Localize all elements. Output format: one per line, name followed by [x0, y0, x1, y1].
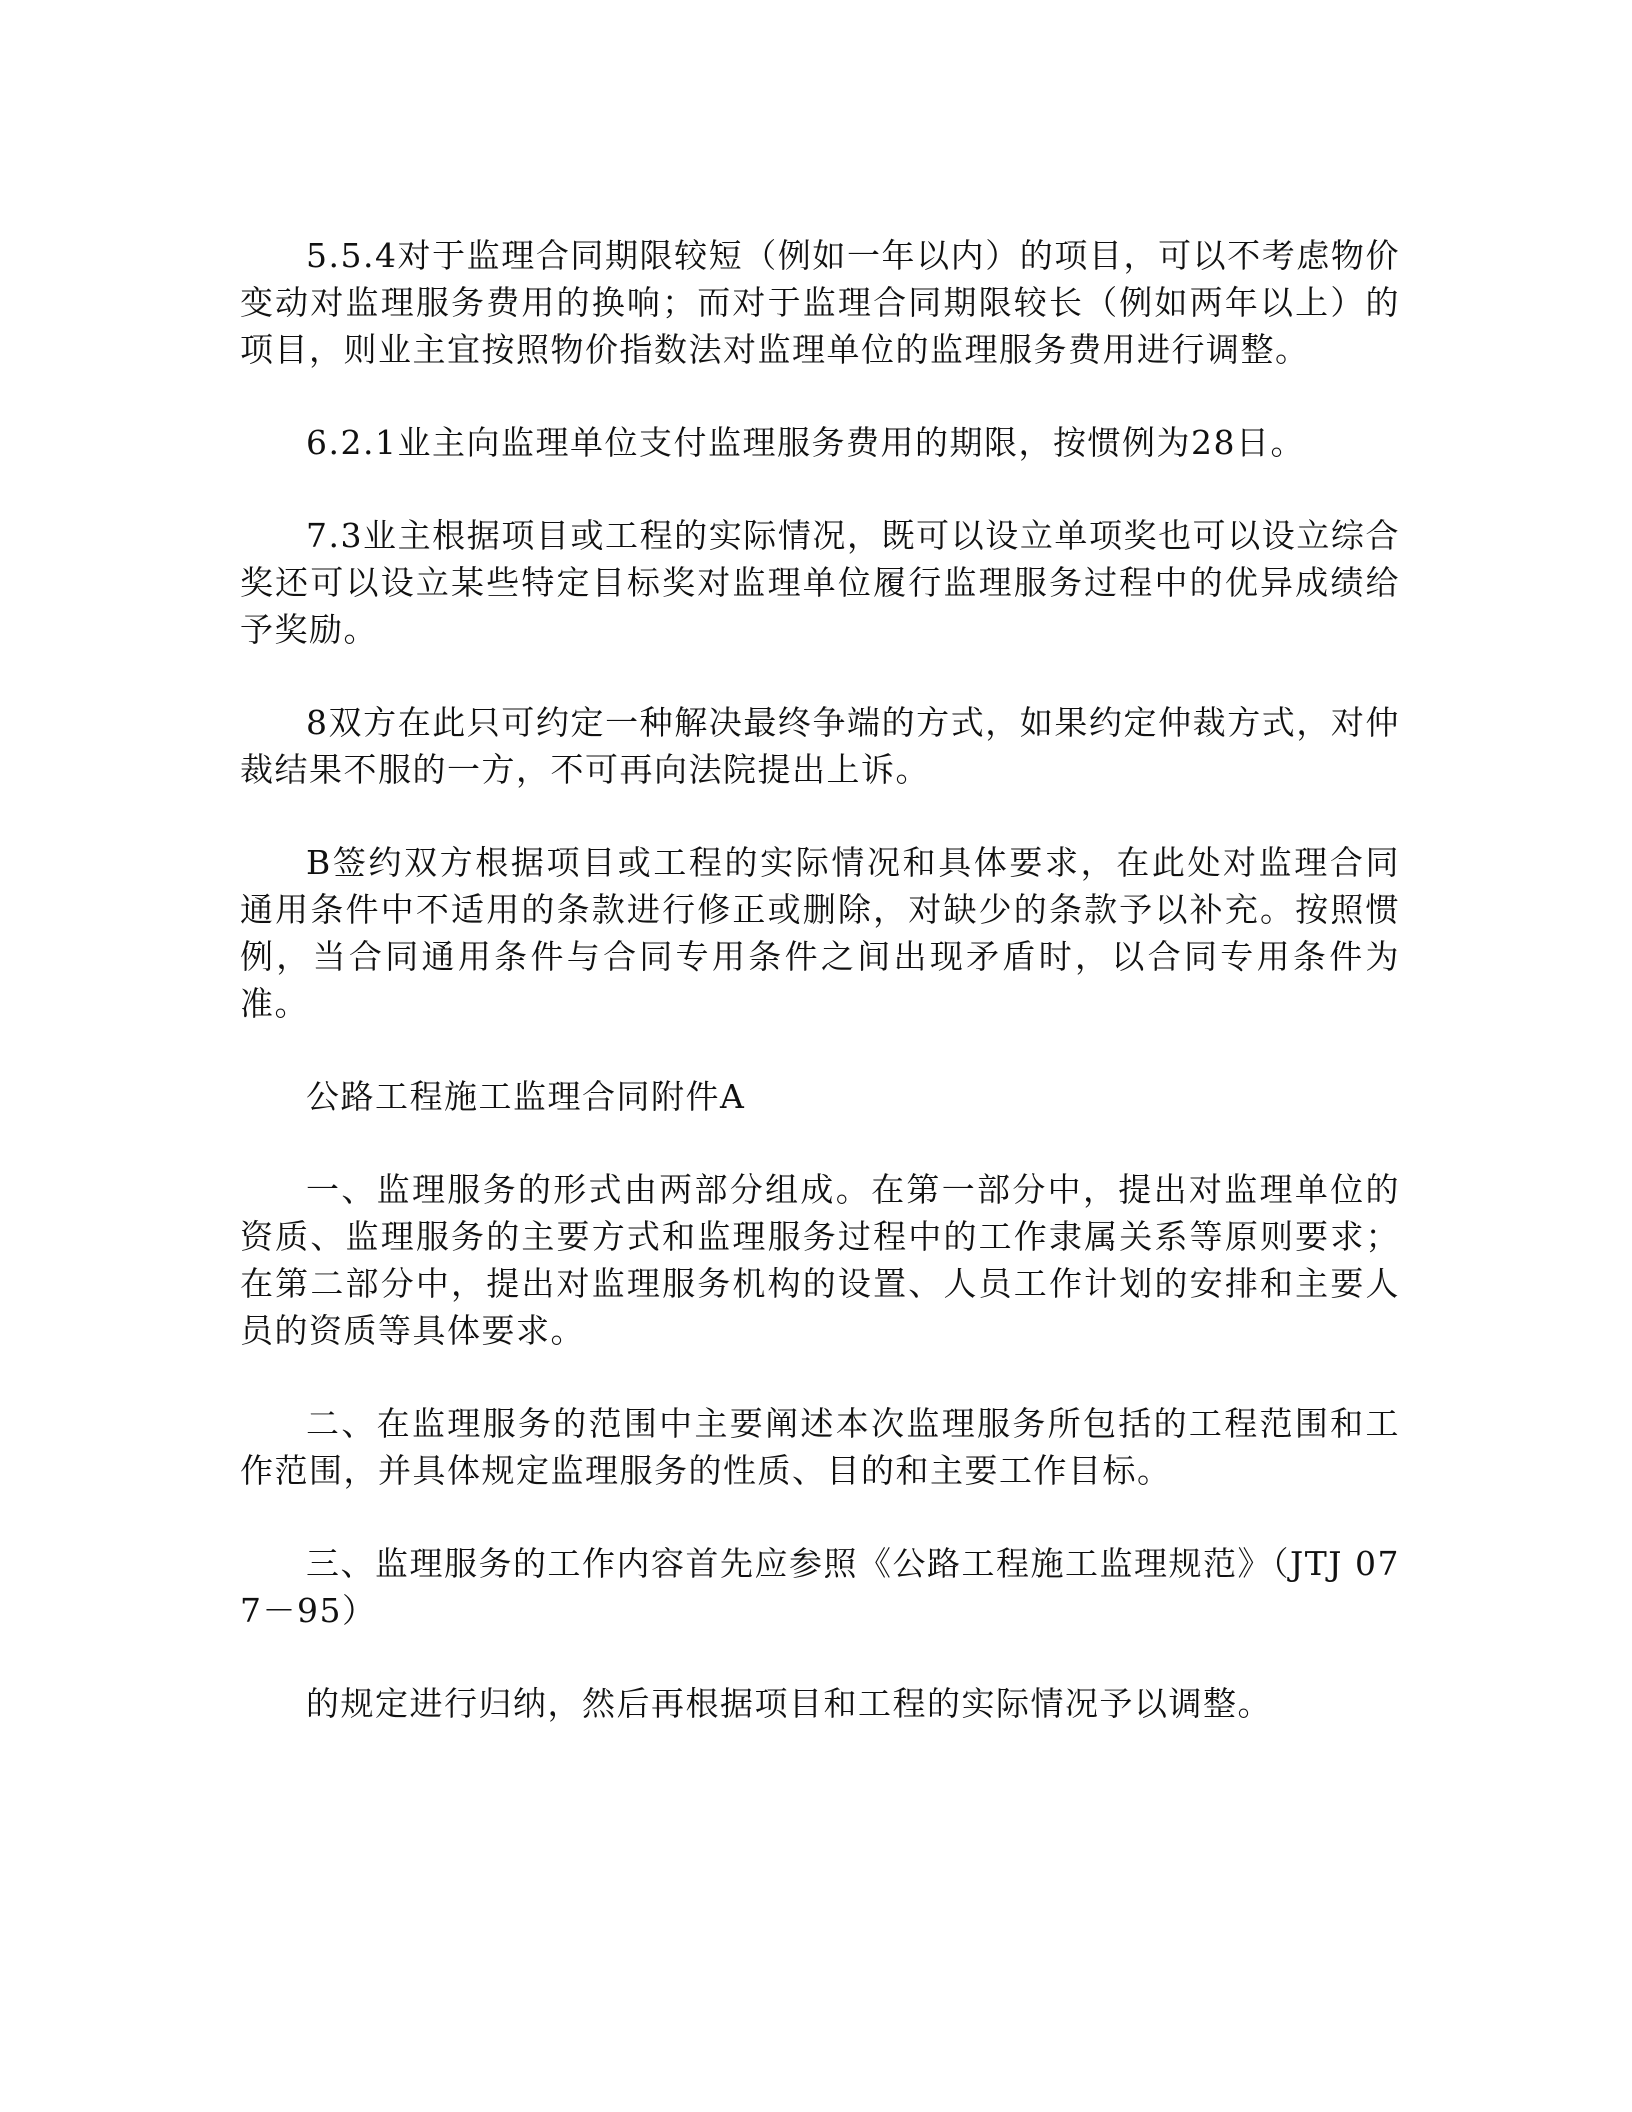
paragraph-7-3: 7.3业主根据项目或工程的实际情况，既可以设立单项奖也可以设立综合奖还可以设立某些特定目标奖对监理单位履行监理服务过程中的优异成绩给予奖励。	[240, 516, 1400, 649]
document-body	[240, 232, 1400, 1773]
paragraph-6-2-1: 6.2.1业主向监理单位支付监理服务费用的期限，按惯例为28日。	[306, 423, 1305, 462]
paragraph-section-one: 一、监理服务的形式由两部分组成。在第一部分中，提出对监理单位的资质、监理服务的主要方式和监理服务过程中的工作隶属关系等原则要求；在第二部分中，提出对监理服务机构的设置、人员工作计划的安排和主要人员的资质等具体要求。	[240, 1170, 1400, 1350]
paragraph-section-three: 三、监理服务的工作内容首先应参照《公路工程施工监理规范》（JTJ 077－95）	[240, 1544, 1400, 1630]
paragraph-section-two: 二、在监理服务的范围中主要阐述本次监理服务所包括的工程范围和工作范围，并具体规定监理服务的性质、目的和主要工作目标。	[240, 1404, 1400, 1490]
paragraph-8: 8双方在此只可约定一种解决最终争端的方式，如果约定仲裁方式，对仲裁结果不服的一方，不可再向法院提出上诉。	[240, 703, 1400, 789]
paragraph-section-three-continued: 的规定进行归纳，然后再根据项目和工程的实际情况予以调整。	[306, 1684, 1272, 1723]
paragraph-5-5-4: 5.5.4对于监理合同期限较短（例如一年以内）的项目，可以不考虑物价变动对监理服务费用的换响；而对于监理合同期限较长（例如两年以上）的项目，则业主宜按照物价指数法对监理单位的监理服务费用进行调整。	[240, 236, 1400, 369]
paragraph-b: B签约双方根据项目或工程的实际情况和具体要求，在此处对监理合同通用条件中不适用的条款进行修正或删除，对缺少的条款予以补充。按照惯例，当合同通用条件与合同专用条件之间出现矛盾时，以合同专用条件为准。	[240, 843, 1400, 1023]
appendix-a-heading: 公路工程施工监理合同附件A	[306, 1077, 746, 1116]
